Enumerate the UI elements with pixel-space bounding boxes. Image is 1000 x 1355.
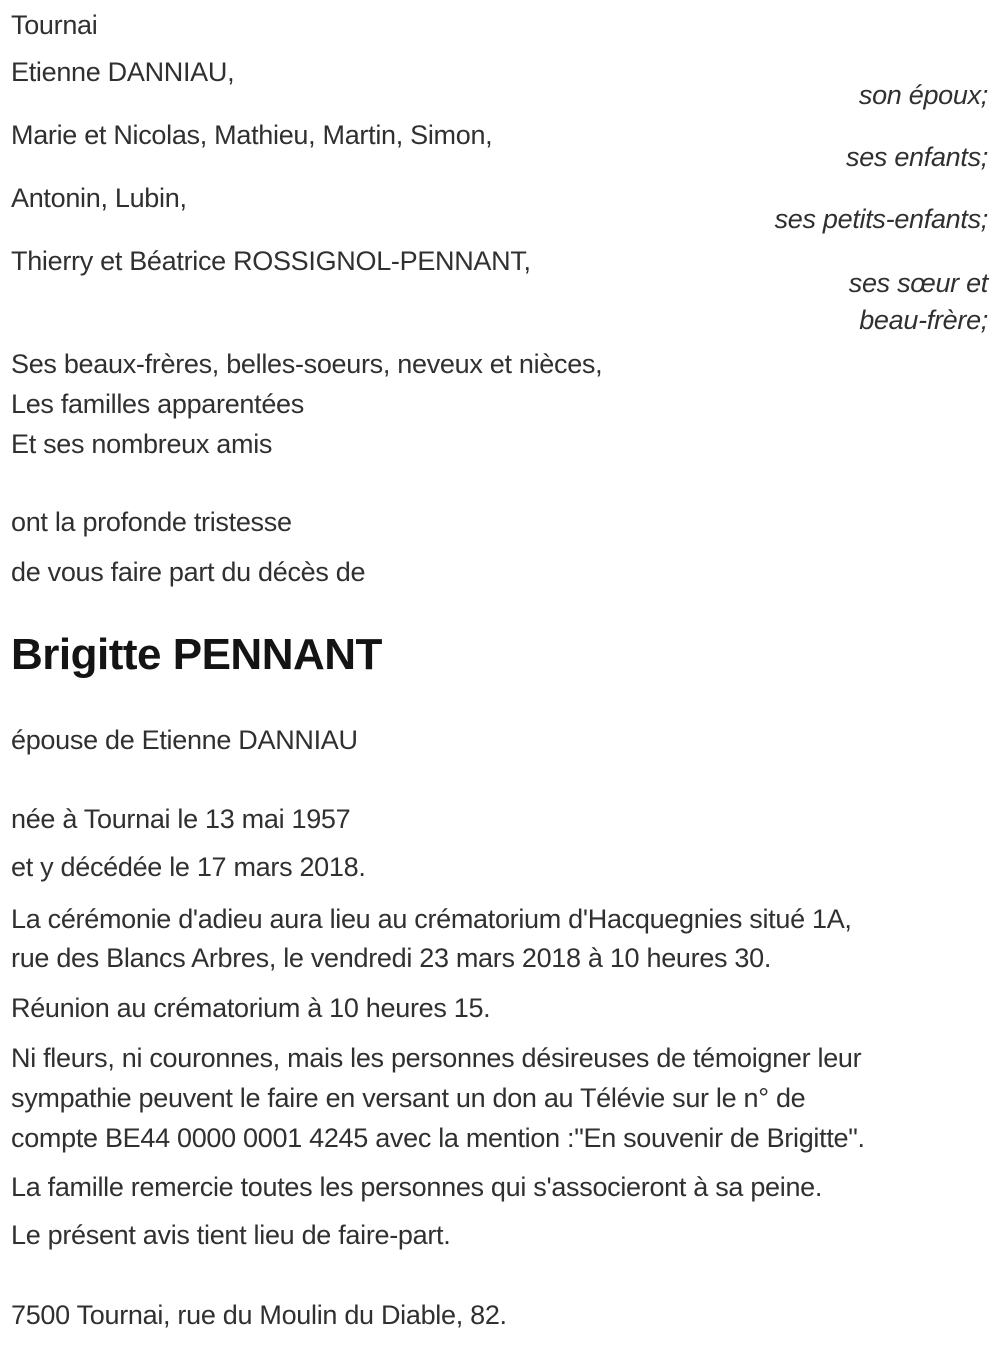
relation-role-grandchildren: ses petits-enfants; <box>774 204 988 234</box>
relation-names-siblings: Thierry et Béatrice ROSSIGNOL-PENNANT, <box>11 246 531 276</box>
other-mourners-line2: Les familles apparentées <box>11 389 304 419</box>
relation-role-spouse: son époux; <box>858 80 988 110</box>
relation-names-children: Marie et Nicolas, Mathieu, Martin, Simon, <box>11 120 493 150</box>
relation-names-grandchildren: Antonin, Lubin, <box>11 183 187 213</box>
deceased-name-heading: Brigitte PENNANT <box>11 630 382 679</box>
intro-line1: ont la profonde tristesse <box>11 507 292 537</box>
address-line: 7500 Tournai, rue du Moulin du Diable, 82. <box>11 1300 507 1330</box>
other-mourners-line3: Et ses nombreux amis <box>11 429 273 459</box>
death-line: et y décédée le 17 mars 2018. <box>11 852 366 882</box>
meeting-line: Réunion au crématorium à 10 heures 15. <box>11 993 491 1023</box>
city-line: Tournai <box>11 10 98 40</box>
donation-line1: Ni fleurs, ni couronnes, mais les personnes désireuses de témoigner leur <box>11 1043 862 1073</box>
donation-line2: sympathie peuvent le faire en versant un don au Télévie sur le n° de <box>11 1083 806 1113</box>
notice-line: Le présent avis tient lieu de faire-part. <box>11 1220 451 1250</box>
spouse-line: épouse de Etienne DANNIAU <box>11 725 358 755</box>
other-mourners-line1: Ses beaux-frères, belles-soeurs, neveux et nièces, <box>11 349 603 379</box>
intro-line2: de vous faire part du décès de <box>11 557 366 587</box>
ceremony-line2: rue des Blancs Arbres, le vendredi 23 mars 2018 à 10 heures 30. <box>11 943 772 973</box>
donation-line3: compte BE44 0000 0001 4245 avec la mention :"En souvenir de Brigitte". <box>11 1123 865 1153</box>
relation-role-children: ses enfants; <box>846 142 988 172</box>
ceremony-line1: La cérémonie d'adieu aura lieu au crématorium d'Hacquegnies situé 1A, <box>11 904 852 934</box>
birth-line: née à Tournai le 13 mai 1957 <box>11 804 351 834</box>
relation-names-spouse: Etienne DANNIAU, <box>11 57 235 87</box>
relation-role-siblings-line1: ses sœur et <box>848 268 988 298</box>
thanks-line: La famille remercie toutes les personnes qui s'associeront à sa peine. <box>11 1172 823 1202</box>
relation-role-siblings-line2: beau-frère; <box>859 305 988 335</box>
